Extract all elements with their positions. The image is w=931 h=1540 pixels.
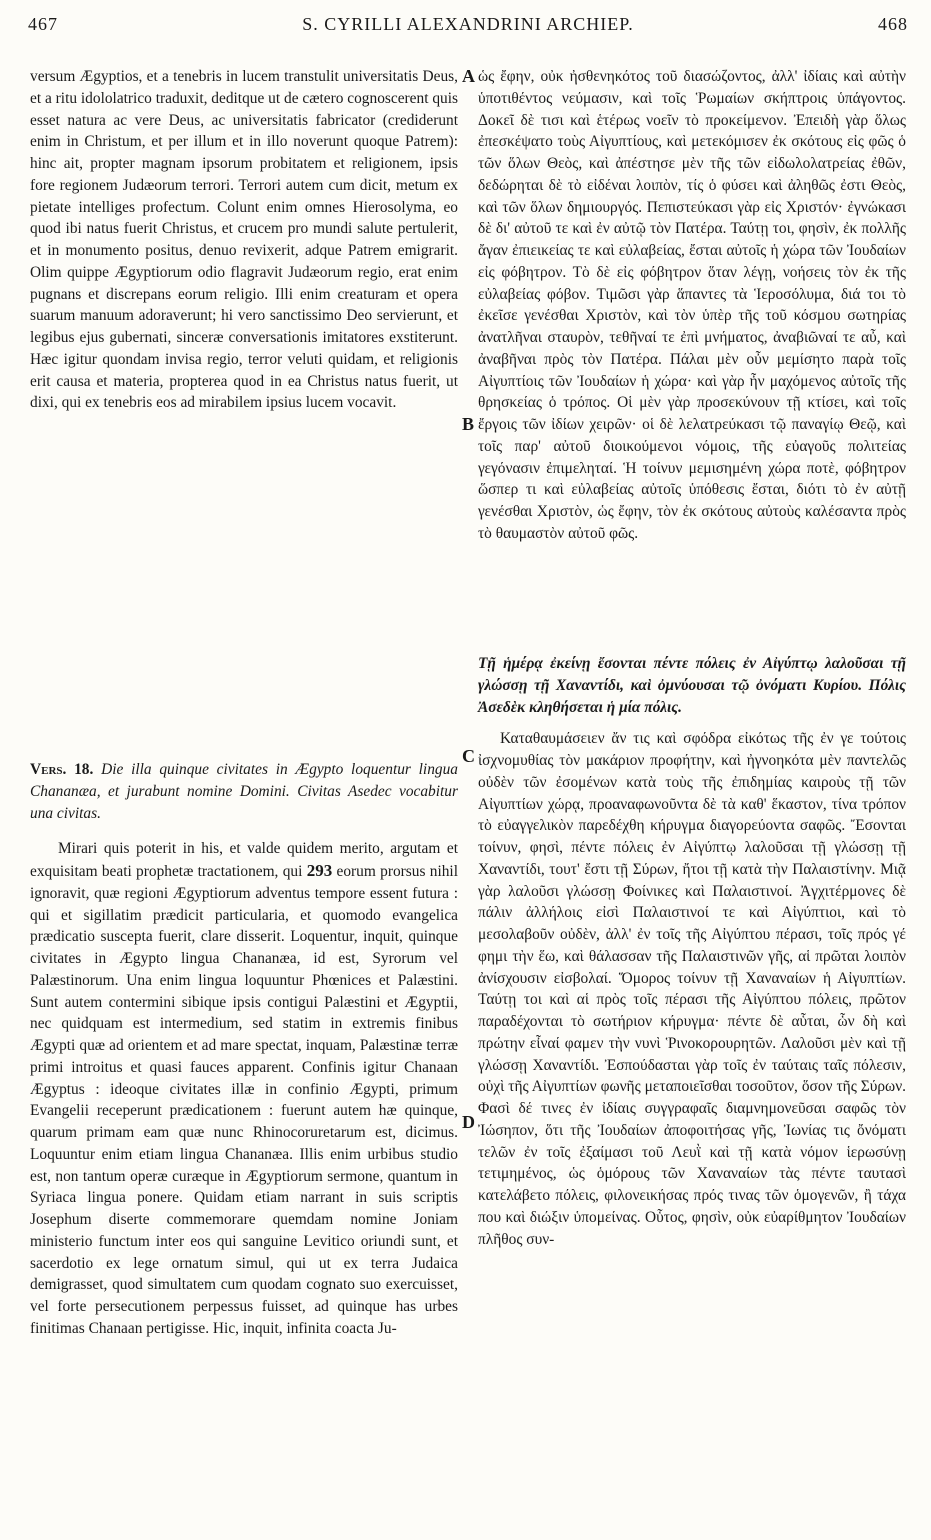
margin-letter-a: A [462, 66, 475, 86]
latin-column-bottom [30, 759, 458, 1340]
verse-latin-text: Die illa quinque civitates in Ægypto loquentur lingua Chananæa, et jurabunt nomine Domini. Civitas Asedec vocabitur una civitas. [30, 761, 458, 822]
latin-paragraph-top: versum Ægyptios, et a tenebris in lucem transtulit universitatis Deus, et a ritu idololatrico traduxit, deditque ut de cætero cognoscerent quis esset natura ac vere Deus, ac universitatis fabricator (crediderunt enim in Christum, et per illum et in illo noverunt quoque Patrem): hinc ait, propter magnam ipsorum probitatem et religionem, ipsis fore regionem Judæorum terrori. Terrori autem cum dicit, metum ex pietate intelliges profectum. Colunt enim omnes Hierosolyma, eo quod ibi natus fuerit Christus, et crucem pro mundi salute pertulerit, et in monumento positus, denuo revixerit, adque Patrem emigrarit. Olim quippe Ægyptiorum odio flagravit Judæorum regio, erat enim pugnans et discrepans eorum religio. Illi enim creaturam et opera suarum manuum adoraverunt; hi vero sanctissimo Deo servierunt, et legibus ejus gubernati, sinceræ conversationis imitatores exstiterunt. Hæc igitur quondam invisa regio, terror veluti quidam, et religionis erit causa et materia, propterea quod in ea Christus natus fuerit, ut dixi, qui ex tenebris eos ad mirabilem ipsius lucem vocavit. [30, 68, 458, 412]
margin-letter-d: D [462, 1112, 475, 1132]
greek-paragraph-top: ὡς ἔφην, οὐκ ἠσθενηκότος τοῦ διασώζοντος, ἀλλ' ἰδίαις καὶ αὐτὴν ὑποτιθέντος νεύμασιν, καὶ τοῖς Ῥωμαίων σκήπτροις ὑπάγοντος. Δοκεῖ δὲ τισι καὶ ἑτέρως νοεῖν τὸ προκείμενον. Ἐπειδὴ γὰρ ὅλως ἐπεσκέψατο τοὺς Αἰγυπτίους, καὶ μετεκόμισεν ἐκ σκότους εἰς φῶς ὁ τῶν ὅλων Θεὸς, καὶ ἀπέστησε μὲν τῆς τῶν εἰδωλολατρείας ἐθῶν, δεδώρηται δὲ τὸ εἰδέναι λοιπὸν, τίς ὁ φύσει καὶ ἀληθῶς ἐστι Θεὸς, καὶ τῶν ὅλων δημιουργός. Πεπιστεύκασι γὰρ εἰς Χριστόν· ἐγνώκασι δὲ δι' αὐτοῦ τε καὶ ἐν αὐτῷ τὸν Πατέρα. Ταύτῃ τοι, φησὶν, ἐκ πολλῆς ἄγαν ἐπιεικείας τε καὶ εὐλαβείας, ἔσται αὐτοῖς ἡ χώρα τῶν Ἰουδαίων εἰς φόβητρον. Τὸ δὲ εἰς φόβητρον ὅταν λέγῃ, νοήσεις τὸν ἐκ τῆς εὐλαβείας φόβον. Τιμῶσι γὰρ ἅπαντες τὰ Ἱεροσόλυμα, διά τοι τὸ ἐκεῖσε γενέσθαι Χριστὸν, καὶ τὸν ὑπὲρ τῆς τοῦ κόσμου σωτηρίας ἀνατλῆναι σταυρὸν, τεθῆναί τε ἐπὶ μνήματος, ἀναβιῶναί τε αὖ, καὶ ἀναβῆναι πρὸς τὸν Πατέρα. Πάλαι μὲν οὖν μεμίσητο παρὰ τοῖς Αἰγυπτίοις τῶν Ἰουδαίων ἡ χώρα· καὶ γὰρ ἦν μαχόμενος αὐτοῖς τῆς θρησκείας ὁ τρόπος. Οἱ μὲν γὰρ προσεκύνουν τῇ κτίσει, καὶ τοῖς ἔργοις τῶν ἰδίων χειρῶν· οἱ δὲ λελατρεύκασι τῷ παναγίῳ Θεῷ, καὶ τοῖς παρ' αὐτοῦ διοικούμενοι νόμοις, τῆς εὐαγοῦς πολιτείας γεγόνασιν ἐπιμεληταί. Ἡ τοίνυν μεμισημένη χώρα ποτὲ, φόβητρον ὥσπερ τι καὶ εὐλαβείας αὐτοῖς ὑπόθεσις ἔσται, διότι τὸ ἐν αὐτῇ γενέσθαι Χριστὸν, ὡς ἔφην, τὸν ἐκ σκότους αὐτοὺς καλέσαντα πρὸς τὸ θαυμαστὸν αὐτοῦ φῶς. [478, 68, 906, 542]
column-number: 293 [306, 861, 333, 880]
latin-column-top [30, 66, 458, 414]
page-header [28, 14, 908, 44]
verse-label: Vers. 18. [30, 761, 94, 778]
latin-commentary-a: Mirari quis poterit in his, et valde quidem merito, argutam et exquisitam beati prophetæ tractationem, qui [30, 840, 458, 880]
margin-letter-b: B [462, 414, 475, 434]
page-number-right: 468 [878, 14, 908, 34]
latin-commentary-b: eorum prorsus nihil ignoravit, quæ regioni Ægyptiorum adventus tempore essent futura : qui et sigillatim prædicit particularia, et quomodo evangelica prædicatio suscepta fuerit, clare disserit. Loquentur, inquit, quinque civitates in Ægypto lingua Chananæa, id est, Syrorum vel Palæstinorum. Una enim lingua loquuntur Phœnices et Palæstini. Sunt autem contermini sibique ipsis contigui Palæstini et Ægyptii, nec quidquam est intermedium, sed statim in extremis finibus Ægypti quæ ad orientem et ad mare spectat, inquam, Palæstinæ terræ primi introitus et quasi fauces apparent. Confinis igitur Chanaan Ægyptus : ideoque civitates illæ in confinio Ægypti, primum Evangelii receperunt prædicationem : fuerunt autem hæ quinque, quarum primam eam quæ nunc Rhinocoruretarum est, dicimus. Loquuntur enim etiam lingua Chananæa. Illis enim urbibus studio est, non tantum operæ curæque in Ægyptiorum sermone, quantum in Syriaca lingua ponere. Quidam etiam narrant in suis scriptis Josephum diserte commemorare quemdam nomine Joniam ministerio functum inter eos qui sanguine Levitico oriundi sunt, et sacerdotio ex lege ornatum simul, qui ut ex terra Judaica demigrasset, quod simultatem cum quodam cognato suo exercuisset, vel forte persecutionem perpessus fuisset, ad quinque has urbes finitimas Chanaan pertigisse. Hic, inquit, infinita coacta Ju- [30, 863, 458, 1337]
greek-commentary: Καταθαυμάσειεν ἄν τις καὶ σφόδρα εἰκότως τῆς ἐν γε τούτοις ἰσχνομυθίας τὸν μακάριον προφήτην, καὶ ἠγνοηκότα μὲν παντελῶς οὐδὲν τῶν ἐσομένων κατὰ τοὺς τῆς ἐπιδημίας καιροὺς τῇ τῶν Αἰγυπτίων χώρᾳ, προαναφωνοῦντα δὲ τὰ καθ' ἕκαστον, τίνα τρόπον τὸ εὐαγγελικὸν παρεδέχθη κήρυγμα διαγορεύοντα σαφῶς. Ἔσονται τοίνυν, φησὶ, πέντε πόλεις ἐν Αἰγύπτῳ λαλοῦσαι τῇ γλώσσῃ τῇ Χαναντίδι, τουτ' ἔστι τῇ Σύρων, ἤτοι τῇ κατὰ τὴν Παλαιστίνην. Μιᾷ γὰρ λαλοῦσι γλώσσῃ Φοίνικες καὶ Παλαιστινοί. Ἀγχιτέρμονες δὲ πάλιν ἀλλήλοις εἰσὶ Παλαιστινοί τε καὶ Αἰγύπτιοι, καὶ τὸ μεσολαβοῦν οὐδὲν, ἀλλ' ἐν τοῖς τῆς Αἰγύπτου πέρασι, τοῖς πρός γέ φημι τὴν ἕω, καὶ θάλασσαν τῆς Παλαιστινῶν γῆς, αἱ πρῶται λοιπὸν ἀνίσχουσιν εἰσβολαί. Ὅμορος τοίνυν τῇ Χαναναίων ἡ Αἰγυπτίων. Ταύτῃ τοι καὶ αἱ πρὸς τοῖς πέρασι τῆς Αἰγύπτου πόλεις, πρῶτον παραδέχονται τὸ σωτήριον κήρυγμα· πέντε δὲ αὗται, ὧν δὴ καὶ πρώτην εἶναί φαμεν τὴν νυνὶ Ῥινοκορουρητῶν. Λαλοῦσι μὲν καὶ τῇ γλώσσῃ Χαναντίδι. Ἐσπούδασται γὰρ τοῖς ἐν ταύταις ταῖς πόλεσιν, οὐχὶ τῆς Αἰγυπτίων φωνῆς μεταποιεῖσθαι τοσοῦτον, ὅσον τῆς Σύρων. Φασὶ δέ τινες ἐν ἰδίαις συγγραφαῖς διαμνημονεῦσαι σαφῶς τὸν Ἰώσηπον, ὅτι τῆς Ἰουδαίων ἀποφοιτήσας γῆς, Ἰωνίας τις ὄνόματι τελῶν ἐν τοῖς ἐξαίμασι τοῦ Λευῒ καὶ τῇ κατὰ νόμον ἱερωσύνῃ τετιμημένος, ὡς ὁμόρους τῶν Χαναναίων τὰς πέντε ταυτασὶ κατελάβετο πόλεις, φιλονεικήσας πρός τινας τῶν ὁμογενῶν, ἢ τάχα που καὶ διώξιν ὑπομείνας. Οὗτος, φησὶν, οὐκ εὐαρίθμητον Ἰουδαίων πλῆθος συν- [478, 730, 906, 1248]
page-number-left: 467 [28, 14, 58, 34]
running-title: S. CYRILLI ALEXANDRINI ARCHIEP. [302, 14, 634, 34]
latin-commentary [30, 838, 458, 1339]
margin-letter-c: C [462, 746, 475, 766]
verse-latin [30, 759, 458, 824]
verse-greek: Τῇ ἡμέρᾳ ἐκείνῃ ἔσονται πέντε πόλεις ἐν Αἰγύπτῳ λαλοῦσαι τῇ γλώσσῃ τῇ Χαναντίδι, καὶ ὀμνύουσαι τῷ ὀνόματι Κυρίου. Πόλις Ἀσεδὲκ κληθήσεται ἡ μία πόλις. [478, 655, 906, 716]
greek-column-bottom [478, 653, 906, 1250]
greek-column-top [478, 66, 906, 545]
